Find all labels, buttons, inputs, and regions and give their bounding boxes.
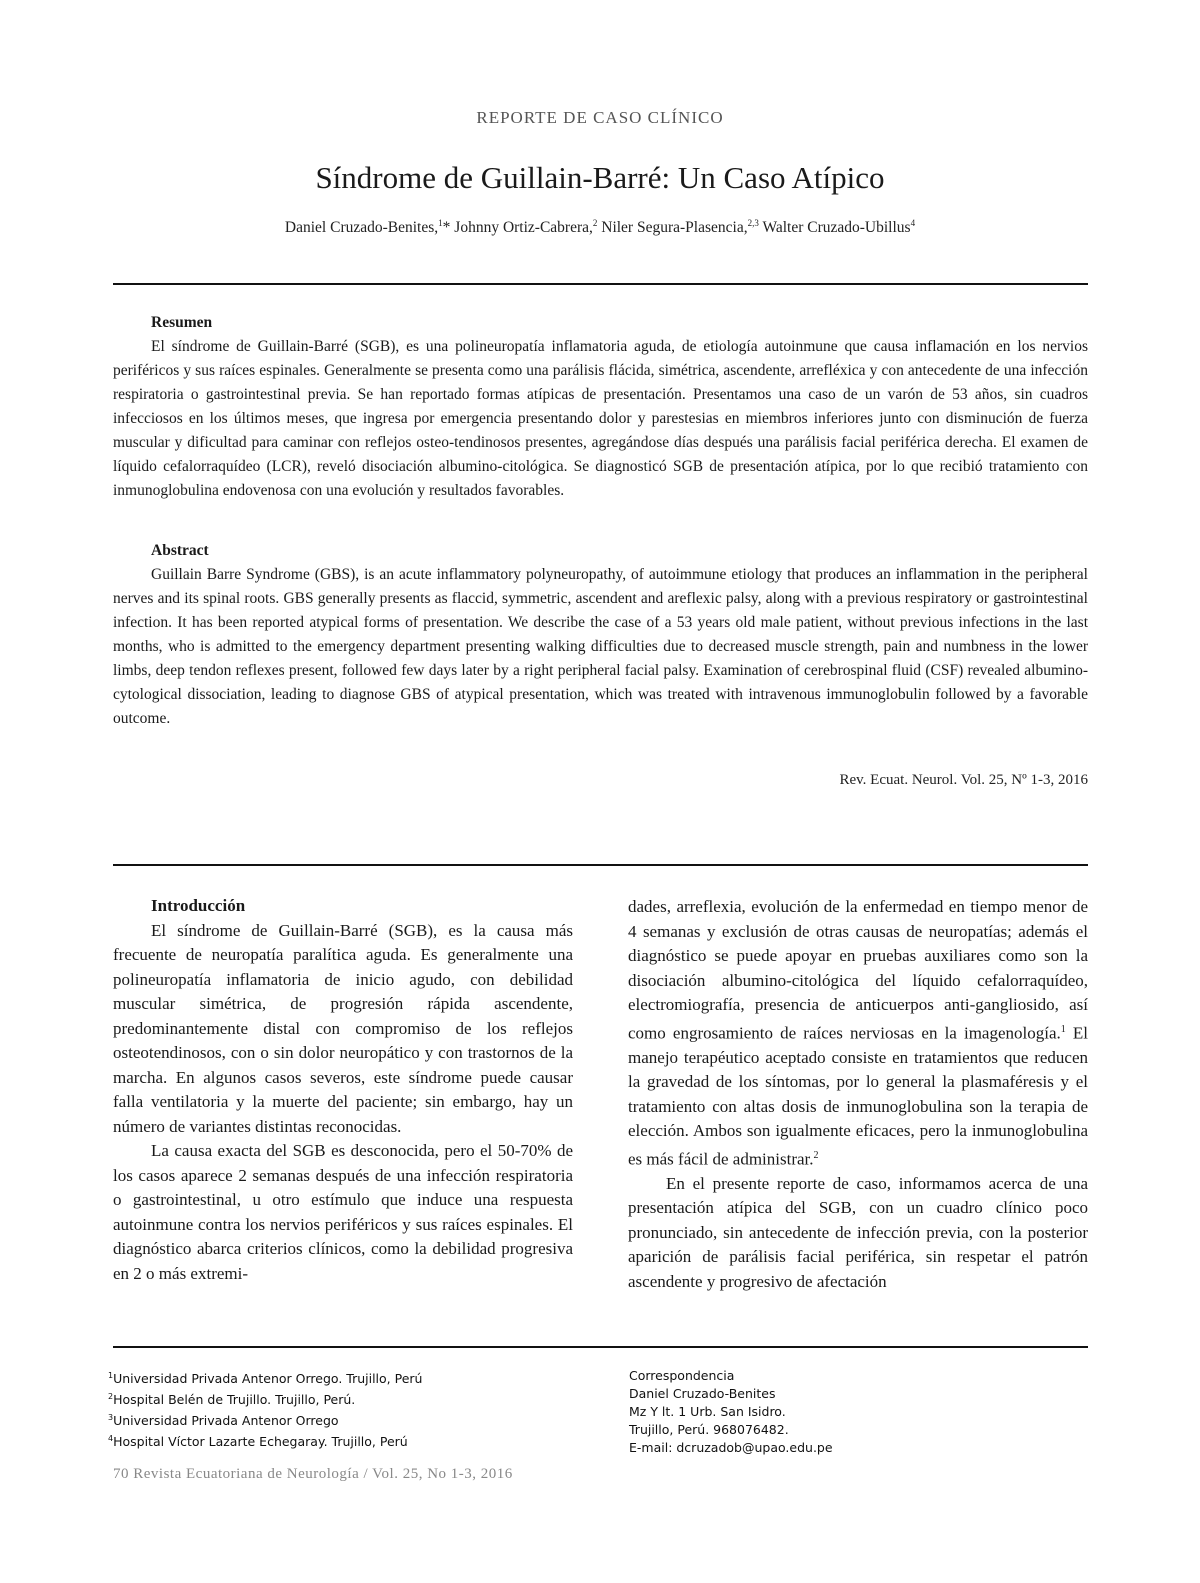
intro-paragraph-1: El síndrome de Guillain-Barré (SGB), es la causa más frecuente de neuropatía paralítica aguda. Es generalmente una polineuropatía inflamatoria de inicio agudo, con debilidad muscular simétrica, de progresión rápida ascendente, predominantemente distal con compromiso de los reflejos osteotendinosos, con o sin dolor neuropático y con trastornos de la marcha. En algunos casos severos, este síndrome puede causar falla ventilatoria y la muerte del paciente; sin embargo, hay un número de variantes distintas reconocidas. [113, 920, 573, 1136]
author-name: Niler Segura-Plasencia, [601, 219, 748, 237]
affiliation-number: 4 [108, 1434, 114, 1444]
intro-paragraph-2: La causa exacta del SGB es desconocida, pero el 50-70% de los casos aparece 2 semanas después de una infección respiratoria o gastrointestinal, u otro estímulo que induce una respuesta autoinmune contra los nervios periféricos y sus raíces espinales. El diagnóstico abarca criterios clínicos, como la debilidad progresiva en 2 o más extremi- [113, 1141, 573, 1283]
intro-paragraph-3: En el presente reporte de caso, informamos acerca de una presentación atípica del SGB, con un cuadro clínico poco pronunciado, sin antecedente de infección previa, con la posterior aparición de parálisis facial periférica, sin respetar el patrón ascendente y progresivo de afectación [628, 1173, 1088, 1291]
affiliation-text: Universidad Privada Antenor Orrego. Trujillo, Perú [113, 1371, 423, 1387]
author-name: Walter Cruzado-Ubillus [762, 219, 911, 237]
author-name: Johnny Ortiz-Cabrera, [454, 219, 593, 237]
journal-citation: Rev. Ecuat. Neurol. Vol. 25, Nº 1-3, 2016 [839, 772, 1088, 788]
page-footer: 70 Revista Ecuatoriana de Neurología / Vol. 25, No 1-3, 2016 [113, 1466, 513, 1482]
author-separator: * [442, 219, 455, 237]
author-affiliation-number: 4 [910, 218, 916, 228]
reference-marker: 1 [1060, 1023, 1066, 1035]
affiliation-text: Universidad Privada Antenor Orrego [113, 1413, 339, 1429]
author-affiliation-number: 2 [592, 218, 598, 228]
affiliations [108, 1367, 588, 1452]
affiliation-text: Hospital Belén de Trujillo. Trujillo, Perú. [113, 1392, 356, 1408]
abstract-section [113, 539, 1088, 731]
author-name: Daniel Cruzado-Benites, [284, 219, 439, 237]
intro-paragraph-2-continued [628, 895, 1088, 1172]
affiliation-number: 1 [108, 1371, 114, 1380]
resumen-text: El síndrome de Guillain-Barré (SGB), es una polineuropatía inflamatoria aguda, de etiología autoinmune que causa inflamación en los nervios periféricos y sus raíces espinales. Generalmente se presenta como una parálisis flácida, simétrica, ascendente, arrefléxica y con antecedente de una infección respiratoria o gastrointestinal previa. Se han reportado formas atípicas de presentación. Presentamos una caso de un varón de 53 años, sin cuadros infecciosos en los últimos meses, que ingresa por emergencia presentando dolor y parestesias en miembros inferiores junto con disminución de fuerza muscular y dificultad para caminar con reflejos osteo-tendinosos presentes, agregándose días después una parálisis facial periférica derecha. El examen de líquido cefalorraquídeo (LCR), reveló disociación albumino-citológica. Se diagnosticó SGB de presentación atípica, por lo que recibió tratamiento con inmunoglobulina endovenosa con una evolución y resultados favorables. [113, 338, 1088, 499]
affiliation-text: Hospital Víctor Lazarte Echegaray. Trujillo, Perú [113, 1434, 408, 1450]
author-affiliation-number: 2,3 [747, 218, 759, 228]
affiliation-number: 3 [108, 1413, 114, 1423]
affiliation-line [108, 1430, 588, 1451]
left-column [113, 894, 573, 1286]
correspondence-city-phone: Trujillo, Perú. 968076482. [629, 1422, 789, 1437]
correspondence [629, 1367, 1089, 1457]
correspondence-name: Daniel Cruzado-Benites [629, 1386, 776, 1401]
abstract-heading: Abstract [151, 542, 209, 559]
footnote-divider [113, 1346, 1088, 1348]
paragraph-text: El manejo terapéutico aceptado consiste en tratamientos que reducen la gravedad de los síntomas, por lo general la plasmaféresis y el tratamiento con altas dosis de inmunoglobulina son la terapia de elección. Ambos son igualmente eficaces, pero la inmunoglobulina es más fácil de administrar. [628, 1023, 1088, 1169]
resumen-section [113, 311, 1088, 503]
resumen-heading: Resumen [151, 314, 213, 331]
right-column [628, 895, 1088, 1294]
affiliation-line [108, 1409, 588, 1430]
introduction-heading: Introducción [151, 896, 246, 915]
author-list [0, 218, 1200, 237]
top-divider [113, 283, 1088, 285]
correspondence-heading: Correspondencia [629, 1368, 735, 1383]
affiliation-line [108, 1367, 588, 1388]
affiliation-line [108, 1388, 588, 1409]
section-label: REPORTE DE CASO CLÍNICO [476, 108, 724, 127]
paragraph-text: dades, arreflexia, evolución de la enfermedad en tiempo menor de 4 semanas y exclusión de otras causas de neuropatías; además el diagnóstico se puede apoyar en pruebas auxiliares como son la disociación albumino-citológica del líquido cefalorraquídeo, electromiografía, presencia de anticuerpos anti-gangliosido, así como engrosamiento de raíces nerviosas en la imagenología. [628, 897, 1088, 1043]
article-title: Síndrome de Guillain-Barré: Un Caso Atípico [315, 160, 885, 195]
reference-marker: 2 [813, 1149, 819, 1161]
abstract-text: Guillain Barre Syndrome (GBS), is an acute inflammatory polyneuropathy, of autoimmune etiology that produces an inflammation in the peripheral nerves and its spinal roots. GBS generally presents as flaccid, symmetric, ascendent and areflexic palsy, along with a previous respiratory or gastrointestinal infection. It has been reported atypical forms of presentation. We describe the case of a 53 years old male patient, without previous infections in the last months, who is admitted to the emergency department presenting walking difficulties due to decreased muscle strength, pain and numbness in the lower limbs, deep tendon reflexes present, followed few days later by a right peripheral facial palsy. Examination of cerebrospinal fluid (CSF) revealed albumino-cytological dissociation, leading to diagnose GBS of atypical presentation, which was treated with intravenous immunoglobulin followed by a favorable outcome. [113, 566, 1088, 727]
correspondence-email: E-mail: dcruzadob@upao.edu.pe [629, 1440, 833, 1455]
body-divider [113, 864, 1088, 866]
correspondence-address: Mz Y lt. 1 Urb. San Isidro. [629, 1404, 786, 1419]
author-affiliation-number: 1 [438, 218, 443, 228]
affiliation-number: 2 [108, 1392, 114, 1402]
